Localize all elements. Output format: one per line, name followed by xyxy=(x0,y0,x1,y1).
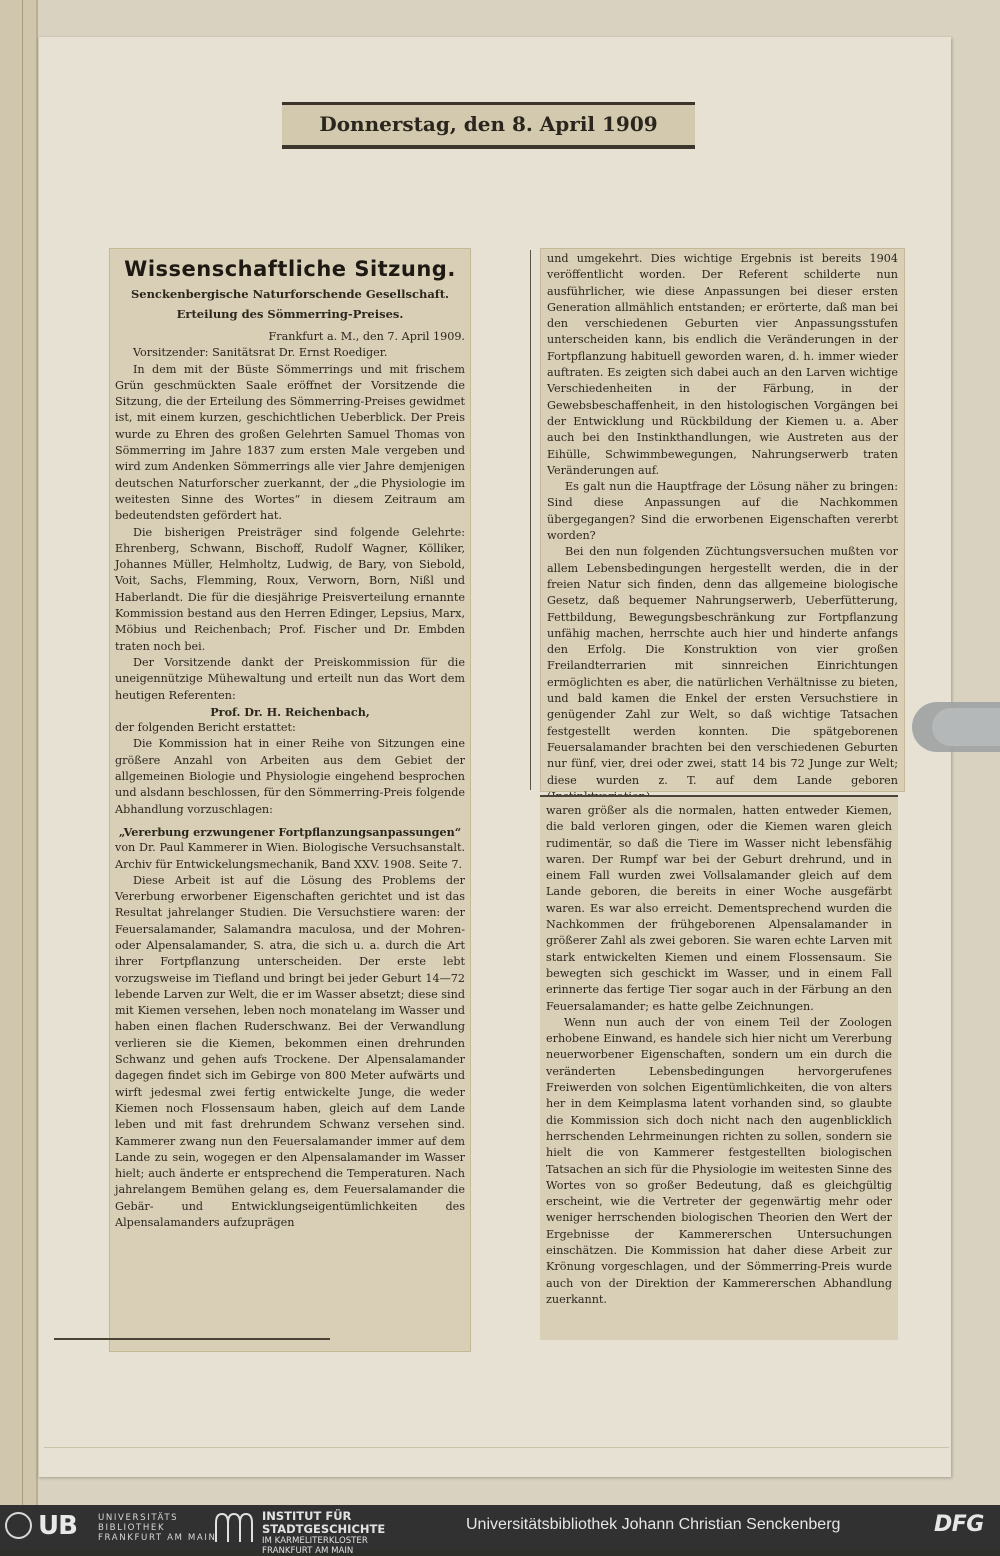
article-headline: Wissenschaftliche Sitzung. xyxy=(124,257,456,281)
ub-logo-line: UNIVERSITÄTS xyxy=(98,1513,179,1523)
article-paragraph: Bei den nun folgenden Züchtungsversuchen mußten vor allem Lebensbedingungen hergestellt werden, die in der freien Natur sich finden, denn das allgemeine biologische Gesetz, daß bequemer Nahrungserwerb, Ueberfütterung, Fettbildung, Bewegungsbeschränkung zur Fortpflanzung unfähig machen, herrschte auch hier und hinderte anfangs den Erfolg. Die Konstruktion von vier großen Freilandterrarien mit sinnreichen Einrichtungen ermöglichten es aber, die natürlichen Verhältnisse zu bieten, und bald kamen die Enkel der ersten Versuchstiere in genügender Zahl zur Welt, so daß wichtige Tatsachen festgestellt werden konnten. Die spätgeborenen Feuersalamander brachten bei den verschiedenen Geburten nur fünf, vier, drei oder zwei, statt 14 bis 72 Junge zur Welt; diese wurden z. T. auf dem Lande geboren xyxy=(547,545,898,787)
date-clipping xyxy=(282,102,695,149)
article-clipping-right-bottom xyxy=(540,795,898,1340)
library-name: Universitätsbibliothek Johann Christian Senckenberg xyxy=(466,1516,841,1533)
ub-logo-line: FRANKFURT AM MAIN xyxy=(98,1533,217,1543)
article-subheading-2: Erteilung des Sömmerring-Preises. xyxy=(176,307,404,321)
page-marker-tab-inner xyxy=(932,708,1000,746)
article-paragraph: Die Kommission hat in einer Reihe von Sitzungen eine größere Anzahl von Arbeiten aus dem Gebiet der allgemeinen Biologie und Physiologie eingehend besprochen und alsdann beschlossen, für den Sömmerring-Preis folgende Abhandlung vorzuschlagen: xyxy=(115,737,465,816)
article-paragraph: der folgenden Bericht erstattet: xyxy=(115,721,296,735)
ub-logo-text[interactable] xyxy=(98,1513,217,1543)
article-paragraph: und umgekehrt. Dies wichtige Ergebnis ist bereits 1904 veröffentlicht worden. Der Referent schilderte nun ausführlicher, wie diese Anpassungen bei dieser ersten Generation allmählich entstanden; er erörterte, daß man bei den verschiedenen Geburten vier Anpassungsstufen unterscheiden kann, bis endlich die Veränderungen in der Fortpflanzung habituell geworden waren, d. h. immer wieder auftraten. Es zeigten sich dabei auch an den Larven wichtige Verschiedenheiten in der Färbung, in der Gewebsbeschaffenheit, in den histologischen Vorgängen bei der Entwicklung und Rückbildung der Kiemen u. a. Aber auch bei den Instinkthandlungen, wie Austreten aus der Eihülle, Schwimmbewegungen, Nahrungserwerb traten Veränderungen auf. xyxy=(547,252,898,477)
article-paragraph: Wenn nun auch der von einem Teil der Zoologen erhobene Einwand, es handele sich hier nicht um Vererbung neuerworbener Eigenschaften, sondern um ein durch die veränderten Lebensbedingungen hervorgerufenes Freiwerden von solchen Eigentümlichkeiten, die von alters her in dem Keimplasma latent vorhanden sind, so glaubte die Kommission sich doch nicht nach den augenblicklich herrschenden Lehrmeinungen richten zu sollen, sondern sie hielt die von Kammerer festgestellten biologischen Tatsachen an sich für die Physiologie im weitesten Sinne des Wortes von so großer Bedeutung, daß es gleichgültig erscheint, wie die Vertreter der gegenwärtig mehr oder weniger herrschenden biologischen Theorien den Wert der Ergebnisse der Kammererschen Untersuchungen einschätzen. Die Kommission hat daher diese Arbeit zur Krönung vorgeschlagen, und der Sömmerring-Preis wurde auch von der Direktion der Kammererschen Abhandlung zuerkannt. xyxy=(546,1015,892,1306)
article-paragraph: Es galt nun die Hauptfrage der Lösung näher zu bringen: Sind diese Anpassungen auf die Nachkommen übergegangen? Sind die erworbenen Eigenschaften vererbt worden? xyxy=(547,480,898,543)
column-rule xyxy=(530,250,531,790)
article-chair: Vorsitzender: Sanitätsrat Dr. Ernst Roediger. xyxy=(133,346,388,360)
article-paragraph: Der Vorsitzende dankt der Preiskommission für die uneigennützige Mühewaltung und erteilt nun das Wort dem heutigen Referenten: xyxy=(115,655,465,702)
binding-fold-line xyxy=(22,0,23,1505)
date-line: Donnerstag, den 8. April 1909 xyxy=(319,112,658,136)
article-paragraph: Die bisherigen Preisträger sind folgende Gelehrte: Ehrenberg, Schwann, Bischoff, Rudolf Wagner, Kölliker, Johannes Müller, Helmholtz, Ludwig, de Bary, von Siebold, Voit, Sachs, Flemming, Roux, Verworn, Born, Nißl und Haberlandt. Die für die diesjährige Preisverteilung ernannte Kommission bestand aus den Herren Edinger, Lepsius, Marx, Möbius und Reichenbach; Prof. Fischer und Dr. Embden traten noch bei. xyxy=(115,525,465,653)
speaker-name: Prof. Dr. H. Reichenbach, xyxy=(210,704,370,719)
article-paragraph: In dem mit der Büste Sömmerrings und mit frischem Grün geschmückten Saale eröffnet der Vorsitzende die Sitzung, die der Erteilung des Sömmerring-Preises gewidmet ist, mit einem kurzen, geschichtlichen Ueberblick. Der Preis wurde zu Ehren des großen Gelehrten Samuel Thomas von Sömmerring im Jahre 1837 zum ersten Male vergeben und wird zum Andenken Sömmerrings alle vier Jahre demjenigen deutschen Naturforscher zuerkannt, der „die Physiologie im weitesten Sinne des Wortes“ in diesem Zeitraum am bedeutendsten gefördert hat. xyxy=(115,362,465,523)
ub-logo[interactable]: UB xyxy=(38,1511,77,1541)
isg-arches-icon[interactable] xyxy=(214,1511,254,1543)
article-clipping-right-top xyxy=(540,248,905,792)
date-rule-bottom xyxy=(282,145,695,149)
clipping-end-rule xyxy=(54,1338,330,1340)
article-paragraph: Diese Arbeit ist auf die Lösung des Problems der Vererbung erworbener Eigenschaften gerichtet und ist das Resultat jahrelanger Studien. Die Versuchstiere waren: der Feuersalamander, Salamandra maculosa, und der Mohren- oder Alpensalamander, S. atra, die sich u. a. durch die Art ihrer Fortpflanzung unterscheiden. Der erste lebt vorzugsweise im Tiefland und bringt bei jeder Geburt 14—72 lebende Larven zur Welt, die er im Wasser absetzt; diese sind mit Kiemen versehen, leben noch monatelang im Wasser und haben einen flachen Ruderschwanz. Bei der Verwandlung verlieren sie die Kiemen, bekommen einen drehrunden Schwanz und gehen aufs Trockene. Der Alpensalamander dagegen findet sich im Gebirge von 800 Meter aufwärts und wirft jedesmal zwei fertig entwickelte Junge, die weder Kiemen noch Flossensaum haben, gleich auf dem Lande leben und mit fast drehrundem Schwanz versehen sind. Kammerer zwang nun den Feuersalamander immer auf dem Lande zu sein, wogegen er den Alpensalamander im Wasser hielt; auch änderte er entsprechend die Temperaturen. Nach jahrelangem Bemühen gelang es, dem Feuersalamander die Gebär- und Entwicklungseigentümlichkeiten des Alpensalamanders aufzuprägen xyxy=(115,873,465,1230)
article-clipping-left xyxy=(109,248,471,1352)
ub-logo-line: BIBLIOTHEK xyxy=(98,1523,166,1533)
isg-logo-line: IM KARMELITERKLOSTER xyxy=(262,1536,368,1546)
article-paragraph: von Dr. Paul Kammerer in Wien. Biologische Versuchsanstalt. Archiv für Entwickelungsmechanik, Band XXV. 1908. Seite 7. xyxy=(115,841,465,871)
sheet-edge-line xyxy=(44,1447,949,1448)
clipping-rule-top xyxy=(540,795,898,797)
date-rule-top xyxy=(282,102,695,105)
book-binding xyxy=(0,0,38,1505)
isg-logo-line: FRANKFURT AM MAIN xyxy=(262,1546,354,1556)
article-dateline: Frankfurt a. M., den 7. April 1909. xyxy=(268,330,465,343)
isg-logo-line: STADTGESCHICHTE xyxy=(262,1522,386,1536)
isg-logo-line: INSTITUT FÜR xyxy=(262,1509,352,1523)
ub-seal-icon xyxy=(5,1512,32,1539)
article-subheading: Senckenbergische Naturforschende Gesellschaft. xyxy=(130,287,450,301)
isg-logo-text[interactable] xyxy=(262,1510,385,1556)
dfg-logo[interactable]: DFG xyxy=(934,1512,984,1537)
work-title: „Vererbung erzwungener Fortpflanzungsanpassungen“ xyxy=(118,824,462,839)
article-paragraph: waren größer als die normalen, hatten entweder Kiemen, die bald verloren gingen, oder die Kiemen waren gleich rudimentär, so daß die Tiere im Wasser nicht lebensfähig waren. Der Rumpf war bei der Geburt drehrund, und in einem Fall wurden zwei Vollsalamander gleich auf dem Lande geboren, die bereits in einer Woche ausgefärbt waren. Es war also erreicht. Dementsprechend wurden die Nachkommen der frühgeborenen Alpensalamander in größerer Zahl als zwei geboren. Sie waren echte Larven mit stark entwickelten Kiemen und einem Flossensaum. Sie bewegten sich geschickt im Wasser, und in einem Fall erinnerte das fertige Tier sogar auch in der Färbung an den Feuersalamander; es hatte gelbe Zeichnungen. xyxy=(546,804,892,1013)
